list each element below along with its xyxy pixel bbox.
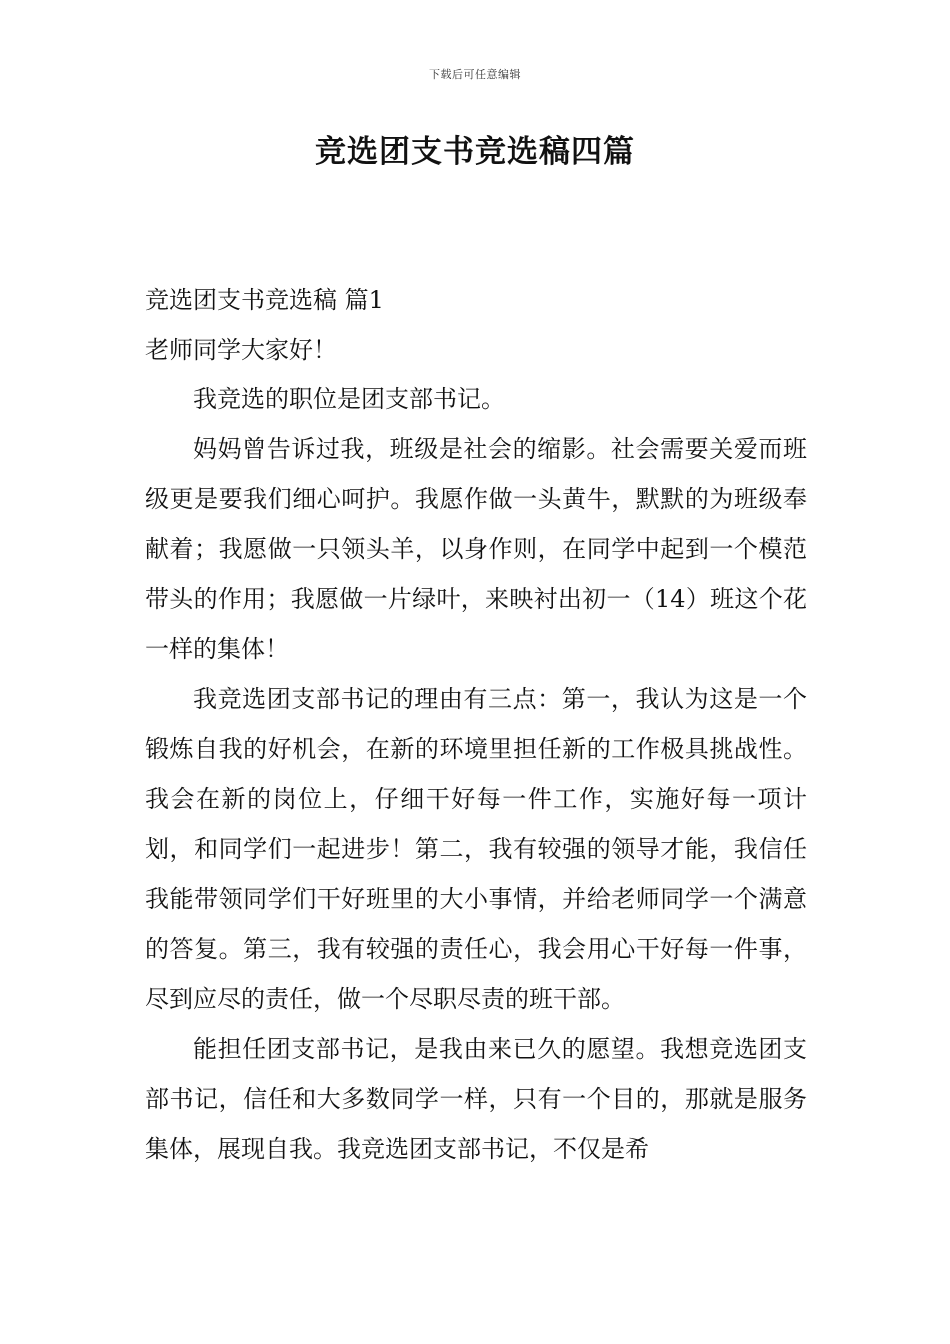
section-heading: 竞选团支书竞选稿 篇1 [145, 286, 384, 314]
paragraph: 妈妈曾告诉过我，班级是社会的缩影。社会需要关爱而班级更是要我们细心呵护。我愿作做一头黄牛，默默的为班级奉献着；我愿做一只领头羊，以身作则，在同学中起到一个模范带头的作用；我愿做一片绿叶，来映衬出初一（14）班这个花一样的集体！ [145, 435, 807, 663]
paragraph: 我竞选团支部书记的理由有三点：第一，我认为这是一个锻炼自我的好机会，在新的环境里担任新的工作极具挑战性。我会在新的岗位上，仔细干好每一件工作，实施好每一项计划，和同学们一起进步！第二，我有较强的领导才能，我信任我能带领同学们干好班里的大小事情，并给老师同学一个满意的答复。第三，我有较强的责任心，我会用心干好每一件事，尽到应尽的责任，做一个尽职尽责的班干部。 [145, 685, 807, 1013]
document-title: 竞选团支书竞选稿四篇 [315, 134, 635, 170]
paragraph: 我竞选的职位是团支部书记。 [193, 385, 505, 413]
document-body [145, 280, 807, 1174]
paragraph: 能担任团支部书记，是我由来已久的愿望。我想竞选团支部书记，信任和大多数同学一样，只有一个目的，那就是服务集体，展现自我。我竞选团支部书记，不仅是希 [145, 1035, 807, 1163]
greeting-line: 老师同学大家好！ [145, 336, 337, 364]
header-note: 下载后可任意编辑 [429, 68, 521, 81]
